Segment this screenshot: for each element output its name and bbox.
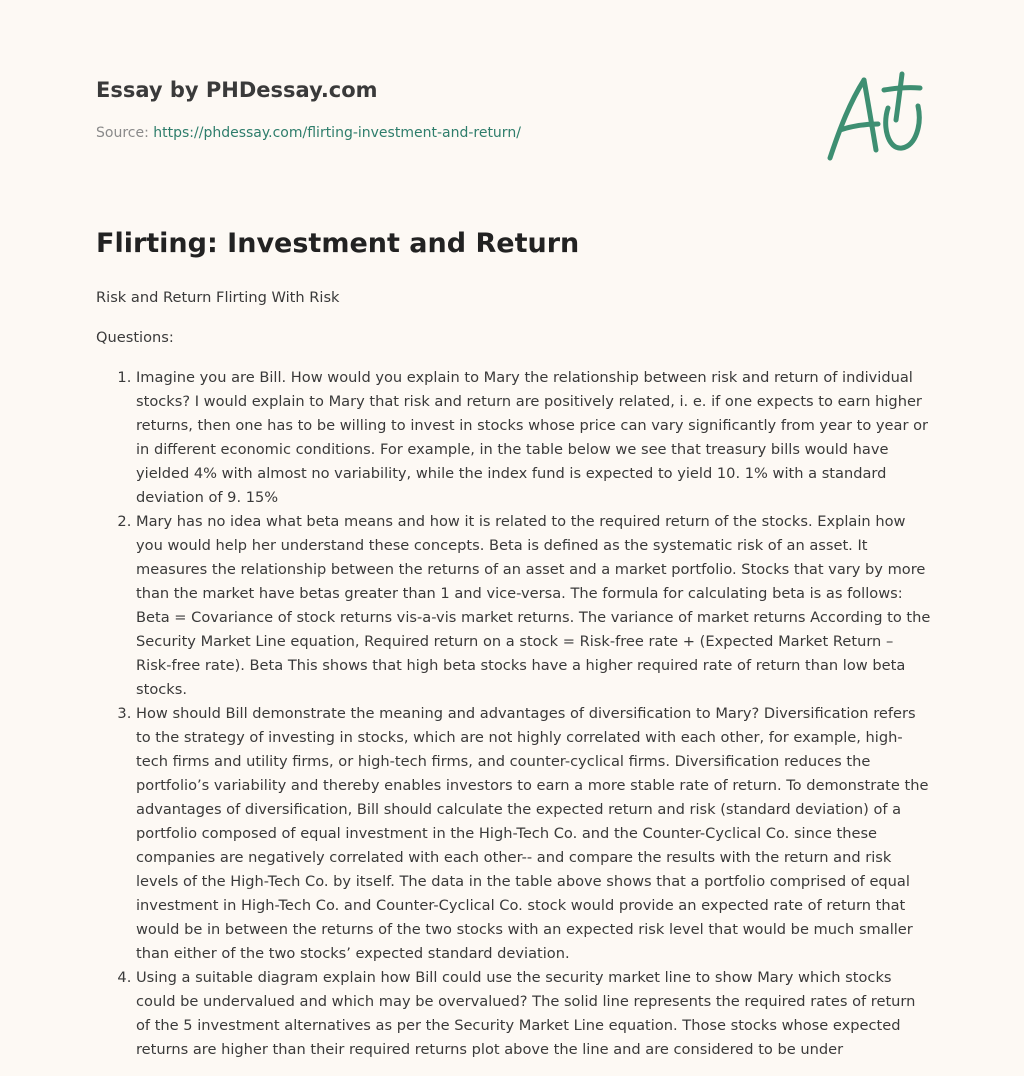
list-item: 2. Mary has no idea what beta means and how it is related to the required return of the stocks. Explain how you would help her understand these concepts. Beta is defined as the systematic risk of an asset. It measures the relationship between the returns of an asset and a market portfolio. Stocks that vary by more than the market have betas greater than 1 and vice-versa. The formula for calculating beta is as follows: Beta = Covariance of stock returns vis-a-vis market returns. The variance of market returns According to the Security Market Line equation, Required return on a stock = Risk-free rate + (Expected Market Return – Risk-free rate). Beta This shows that high beta stocks have a higher required rate of return than low beta stocks. [136, 510, 932, 702]
questions-label: Questions: [96, 329, 174, 346]
a-plus-logo-icon [826, 68, 926, 164]
source-label: Source: [96, 125, 149, 141]
essay-body [96, 286, 932, 1062]
questions-list [96, 366, 932, 1062]
list-item: 4. Using a suitable diagram explain how Bill could use the security market line to show Mary which stocks could be undervalued and which may be overvalued? The solid line represents the required rates of return of the 5 investment alternatives as per the Security Market Line equation. Those stocks whose expected returns are higher than their required returns plot above the line and are considered to be under [136, 966, 932, 1062]
source-link[interactable]: https://phdessay.com/flirting-investment-and-return/ [153, 125, 521, 141]
essay-subtitle: Risk and Return Flirting With Risk [96, 289, 340, 306]
source-line [96, 123, 521, 143]
brand-heading: Essay by PHDessay.com [96, 78, 378, 102]
document-page [96, 0, 932, 1076]
list-item: 1. Imagine you are Bill. How would you explain to Mary the relationship between risk and return of individual stocks? I would explain to Mary that risk and return are positively related, i. e. if one expects to earn higher returns, then one has to be willing to invest in stocks whose price can vary significantly from year to year or in different economic conditions. For example, in the table below we see that treasury bills would have yielded 4% with almost no variability, while the index fund is expected to yield 10. 1% with a standard deviation of 9. 15% [136, 366, 932, 510]
essay-title: Flirting: Investment and Return [96, 228, 580, 259]
list-item: 3. How should Bill demonstrate the meaning and advantages of diversification to Mary? Diversification refers to the strategy of investing in stocks, which are not highly correlated with each other, for example, high-tech firms and utility firms, or high-tech firms, and counter-cyclical firms. Diversification reduces the portfolio’s variability and thereby enables investors to earn a more stable rate of return. To demonstrate the advantages of diversification, Bill should calculate the expected return and risk (standard deviation) of a portfolio composed of equal investment in the High-Tech Co. and the Counter-Cyclical Co. since these companies are negatively correlated with each other-- and compare the results with the return and risk levels of the High-Tech Co. by itself. The data in the table above shows that a portfolio comprised of equal investment in High-Tech Co. and Counter-Cyclical Co. stock would provide an expected rate of return that would be in between the returns of the two stocks with an expected risk level that would be much smaller than either of the two stocks’ expected standard deviation. [136, 702, 932, 966]
